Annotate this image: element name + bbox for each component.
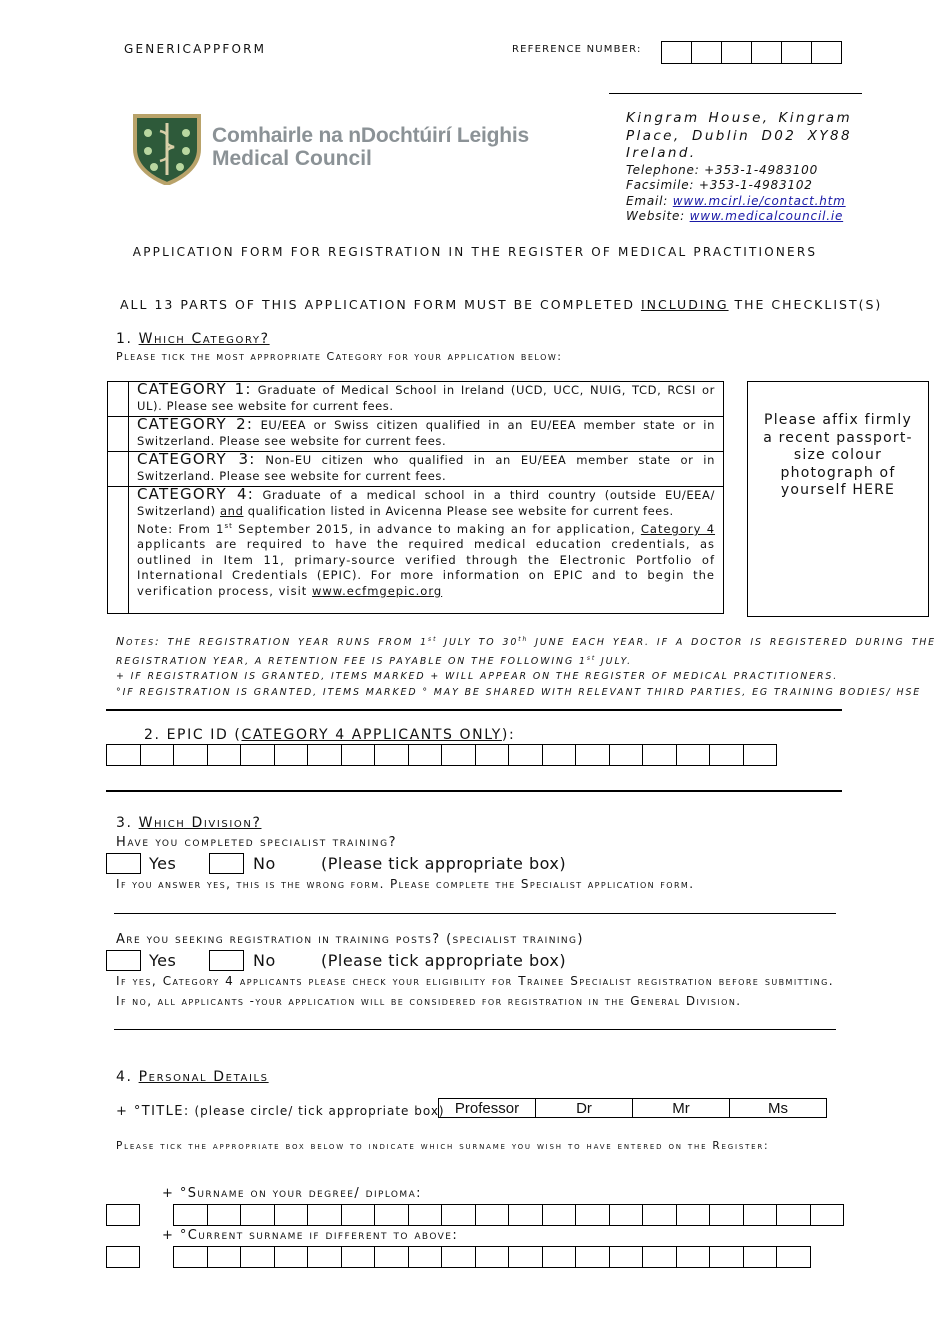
character-box[interactable] <box>408 1246 443 1268</box>
specialist-question: Have you completed specialist training? <box>116 835 398 850</box>
address-block <box>626 110 852 225</box>
character-box[interactable] <box>274 1246 309 1268</box>
notes-line-1 <box>116 632 936 669</box>
training-note: If yes, Category 4 applicants please check your eligibility for Trainee Specialist registration before submitting. If no, all applicants -your application will be considered for registration in the General Division. <box>116 974 834 1008</box>
ecfmg-epic-link[interactable]: www.ecfmgepic.org <box>311 583 443 598</box>
training-no-label: No <box>253 951 276 970</box>
character-box[interactable] <box>475 744 510 766</box>
category-1-text: Graduate of Medical School in Ireland (UCD, UCC, NUIG, TCD, RCSI or UL). Please see website for current fees. <box>137 383 715 413</box>
character-box[interactable] <box>709 744 744 766</box>
notes-sup1: st <box>428 636 438 643</box>
character-box[interactable] <box>173 1246 208 1268</box>
character-box[interactable] <box>475 1204 510 1226</box>
character-box[interactable] <box>173 744 208 766</box>
character-box[interactable] <box>374 1246 409 1268</box>
character-box[interactable] <box>575 1246 610 1268</box>
notes-l1d: JULY. <box>596 655 632 667</box>
character-box[interactable] <box>307 1204 342 1226</box>
character-box[interactable] <box>642 1204 677 1226</box>
character-box[interactable] <box>676 1246 711 1268</box>
medical-council-crest-icon <box>132 113 202 185</box>
specialist-yes-label: Yes <box>149 854 177 873</box>
photo-box-text: Please affix firmly a recent passport-size colour photograph of yourself HERE <box>763 412 913 498</box>
character-box[interactable] <box>609 1246 644 1268</box>
title-option-ms[interactable]: Ms <box>730 1099 827 1118</box>
notes-l1a: THE REGISTRATION YEAR RUNS FROM 1 <box>160 637 429 649</box>
header-divider <box>609 93 862 94</box>
character-box[interactable] <box>542 1204 577 1226</box>
section-divider <box>106 790 842 792</box>
training-yes-checkbox[interactable] <box>106 950 141 971</box>
instruction-pre: ALL 13 PARTS OF THIS APPLICATION FORM MUST BE COMPLETED <box>120 297 641 312</box>
character-box[interactable] <box>609 1204 644 1226</box>
training-yes-label: Yes <box>149 951 177 970</box>
character-box[interactable] <box>575 1204 610 1226</box>
reference-number-label: REFERENCE NUMBER: <box>512 44 642 55</box>
category-1-name: CATEGORY 1: <box>137 380 252 398</box>
instruction-emphasis: INCLUDING <box>640 297 729 312</box>
character-box[interactable] <box>374 744 409 766</box>
title-option-mr[interactable]: Mr <box>633 1099 730 1118</box>
notes-sup2: th <box>518 636 529 643</box>
character-box[interactable] <box>776 1246 811 1268</box>
character-box[interactable] <box>508 1246 543 1268</box>
surname-current-label: + °Current surname if different to above: <box>162 1228 459 1243</box>
character-box[interactable] <box>173 1204 208 1226</box>
character-box[interactable] <box>609 744 644 766</box>
character-box[interactable] <box>274 744 309 766</box>
character-box[interactable] <box>408 744 443 766</box>
category-row <box>108 487 724 614</box>
surname-current-boxes[interactable] <box>173 1246 810 1268</box>
category-1-checkbox[interactable] <box>108 382 129 417</box>
section-divider <box>114 1029 836 1030</box>
character-box[interactable] <box>575 744 610 766</box>
note-sup: st <box>224 522 233 530</box>
notes-sup3: st <box>586 654 597 662</box>
character-box[interactable] <box>341 744 376 766</box>
title-option-professor[interactable]: Professor <box>439 1099 536 1118</box>
logo-text-irish: Comhairle na nDochtúirí Leighis <box>212 124 530 147</box>
email-link[interactable]: www.mcirl.ie/contact.htm <box>672 193 846 208</box>
surname-instruction: Please tick the appropriate box below to indicate which surname you wish to have entered on the Register: <box>116 1140 770 1152</box>
note-pre: Note: From 1 <box>137 521 225 536</box>
character-box[interactable] <box>408 1204 443 1226</box>
character-box[interactable] <box>341 1204 376 1226</box>
character-box[interactable] <box>676 1204 711 1226</box>
character-box[interactable] <box>441 1204 476 1226</box>
category-2-text: EU/EEA or Swiss citizen qualified in an EU/EEA member state or in Switzerland. Please see website for current fees. <box>137 418 715 448</box>
title-label <box>116 1104 445 1119</box>
category-row <box>108 417 724 452</box>
character-box[interactable] <box>776 1204 811 1226</box>
category-4-and: and <box>220 503 244 518</box>
notes-label: Notes: <box>116 635 161 649</box>
specialist-note-text: If you answer yes, this is the wrong form. Please complete the Specialist application form. <box>116 877 695 891</box>
category-row <box>108 452 724 487</box>
website-link[interactable]: www.medicalcouncil.ie <box>689 209 844 223</box>
character-box[interactable] <box>274 1204 309 1226</box>
category-2-checkbox[interactable] <box>108 417 129 452</box>
note-post: applicants are required to have the required medical education credentials, as outlined in Item 11, primary-source verified through the Electronic Portfolio of International Credentials (EPIC). For more information on EPIC and to begin the verification process, visit <box>137 537 715 598</box>
section-4-heading <box>116 1069 269 1085</box>
specialist-note <box>116 875 834 895</box>
category-3-text: Non-EU citizen who qualified in an EU/EEA member state or in Switzerland. Please see website for current fees. <box>137 453 715 483</box>
category-4-note <box>137 519 715 599</box>
category-3-checkbox[interactable] <box>108 452 129 487</box>
address-line-2: Place, Dublin D02 XY88 <box>626 127 852 144</box>
title-label-text: + °TITLE: <box>116 1104 190 1119</box>
title-hint: (please circle/ tick appropriate box) <box>189 1104 445 1118</box>
category-3-name: CATEGORY 3: <box>137 450 256 468</box>
section-1-subtitle: Please tick the most appropriate Category for your application below: <box>116 350 563 363</box>
section-divider <box>114 913 836 914</box>
section-1-number: 1. <box>116 331 139 347</box>
section-2-label-pre: 2. EPIC ID ( <box>144 727 242 743</box>
section-1-heading <box>116 331 270 347</box>
character-box[interactable] <box>307 1246 342 1268</box>
character-box[interactable] <box>676 744 711 766</box>
surname-degree-boxes[interactable] <box>173 1204 843 1226</box>
note-category-link: Category 4 <box>640 521 716 536</box>
notes-l1c: JUNE EACH YEAR. IF A DOCTOR IS REGISTERED DURING THE REGISTRATION YEAR, A RETENTION FEE IS PAYABLE ON THE FOLLOWING 1 <box>116 637 936 667</box>
character-box[interactable] <box>207 1246 242 1268</box>
section-4-number: 4. <box>116 1069 139 1085</box>
character-box[interactable] <box>207 1204 242 1226</box>
section-4-title: Personal Details <box>138 1069 269 1085</box>
category-row <box>108 382 724 417</box>
character-box[interactable] <box>709 1204 744 1226</box>
character-box[interactable] <box>240 744 275 766</box>
character-box[interactable] <box>709 1246 744 1268</box>
character-box[interactable] <box>542 1246 577 1268</box>
character-box[interactable] <box>207 744 242 766</box>
training-question: Are you seeking registration in training posts? (specialist training) <box>116 932 584 947</box>
character-box[interactable] <box>642 744 677 766</box>
character-box[interactable] <box>374 1204 409 1226</box>
form-code: GENERICAPPFORM <box>124 42 267 56</box>
email-label: Email: <box>626 193 669 208</box>
specialist-yes-checkbox[interactable] <box>106 853 141 874</box>
page-title: APPLICATION FORM FOR REGISTRATION IN THE REGISTER OF MEDICAL PRACTITIONERS <box>132 245 818 259</box>
note-mid: September 2015, in advance to making an for application, <box>232 521 641 536</box>
logo-text-english: Medical Council <box>212 147 372 170</box>
reference-number-boxes[interactable] <box>661 41 841 64</box>
specialist-no-label: No <box>253 854 276 873</box>
character-box[interactable] <box>542 744 577 766</box>
category-4-checkbox[interactable] <box>108 487 129 614</box>
character-box[interactable] <box>508 1204 543 1226</box>
character-box[interactable] <box>240 1204 275 1226</box>
instruction-post: THE CHECKLIST(S) <box>728 297 883 312</box>
notes-line-3: °IF REGISTRATION IS GRANTED, ITEMS MARKED ° MAY BE SHARED WITH RELEVANT THIRD PARTIES, EG TRAINING BODIES/ HSE <box>116 687 922 699</box>
character-box[interactable] <box>441 744 476 766</box>
training-hint: (Please tick appropriate box) <box>321 951 567 970</box>
surname-current-checkbox[interactable] <box>106 1246 140 1268</box>
category-table <box>107 381 724 614</box>
category-4-text-b: qualification listed in Avicenna Please see website for current fees. <box>243 503 674 518</box>
section-3-number: 3. <box>116 815 139 831</box>
address-line-1: Kingram House, Kingram <box>626 110 852 126</box>
section-3-heading <box>116 815 261 831</box>
character-box[interactable] <box>240 1246 275 1268</box>
address-line-3: Ireland. <box>626 145 697 161</box>
photo-box <box>747 381 929 617</box>
category-2-name: CATEGORY 2: <box>137 415 254 433</box>
character-box[interactable] <box>743 744 778 766</box>
title-option-dr[interactable]: Dr <box>536 1099 633 1118</box>
specialist-no-checkbox[interactable] <box>209 853 244 874</box>
character-box[interactable] <box>441 1246 476 1268</box>
character-box[interactable] <box>475 1246 510 1268</box>
training-no-checkbox[interactable] <box>209 950 244 971</box>
notes-block <box>116 632 936 701</box>
section-divider <box>106 709 842 711</box>
facsimile: Facsimile: +353-1-4983102 <box>626 178 813 192</box>
category-4-text-a: Graduate of a medical school in a third country (outside EU/EEA/ Switzerland) <box>137 488 715 518</box>
section-2-heading <box>144 727 515 743</box>
character-box[interactable] <box>140 744 175 766</box>
character-box[interactable] <box>341 1246 376 1268</box>
title-options <box>438 1098 827 1118</box>
section-1-title: Which Category? <box>138 331 270 347</box>
telephone: Telephone: +353-1-4983100 <box>626 162 819 177</box>
character-box[interactable] <box>307 744 342 766</box>
notes-l1b: JULY TO 30 <box>437 637 519 649</box>
website-label: Website: <box>626 209 685 223</box>
surname-degree-checkbox[interactable] <box>106 1204 140 1226</box>
character-box[interactable] <box>642 1246 677 1268</box>
character-box[interactable] <box>508 744 543 766</box>
character-box[interactable] <box>106 744 141 766</box>
specialist-hint: (Please tick appropriate box) <box>321 854 567 873</box>
surname-degree-label: + °Surname on your degree/ diploma: <box>162 1186 422 1201</box>
epic-id-boxes[interactable] <box>106 744 776 766</box>
notes-line-2: + IF REGISTRATION IS GRANTED, ITEMS MARKED + WILL APPEAR ON THE REGISTER OF MEDICAL PRACTITIONERS. <box>116 671 839 683</box>
section-3-title: Which Division? <box>138 815 262 831</box>
completion-instruction <box>120 297 882 312</box>
section-2-label-underlined: CATEGORY 4 APPLICANTS ONLY <box>241 727 502 743</box>
category-4-name: CATEGORY 4: <box>137 485 255 503</box>
character-box[interactable] <box>743 1204 778 1226</box>
section-2-label-post: ): <box>501 727 516 743</box>
character-box[interactable] <box>810 1204 845 1226</box>
character-box[interactable] <box>743 1246 778 1268</box>
